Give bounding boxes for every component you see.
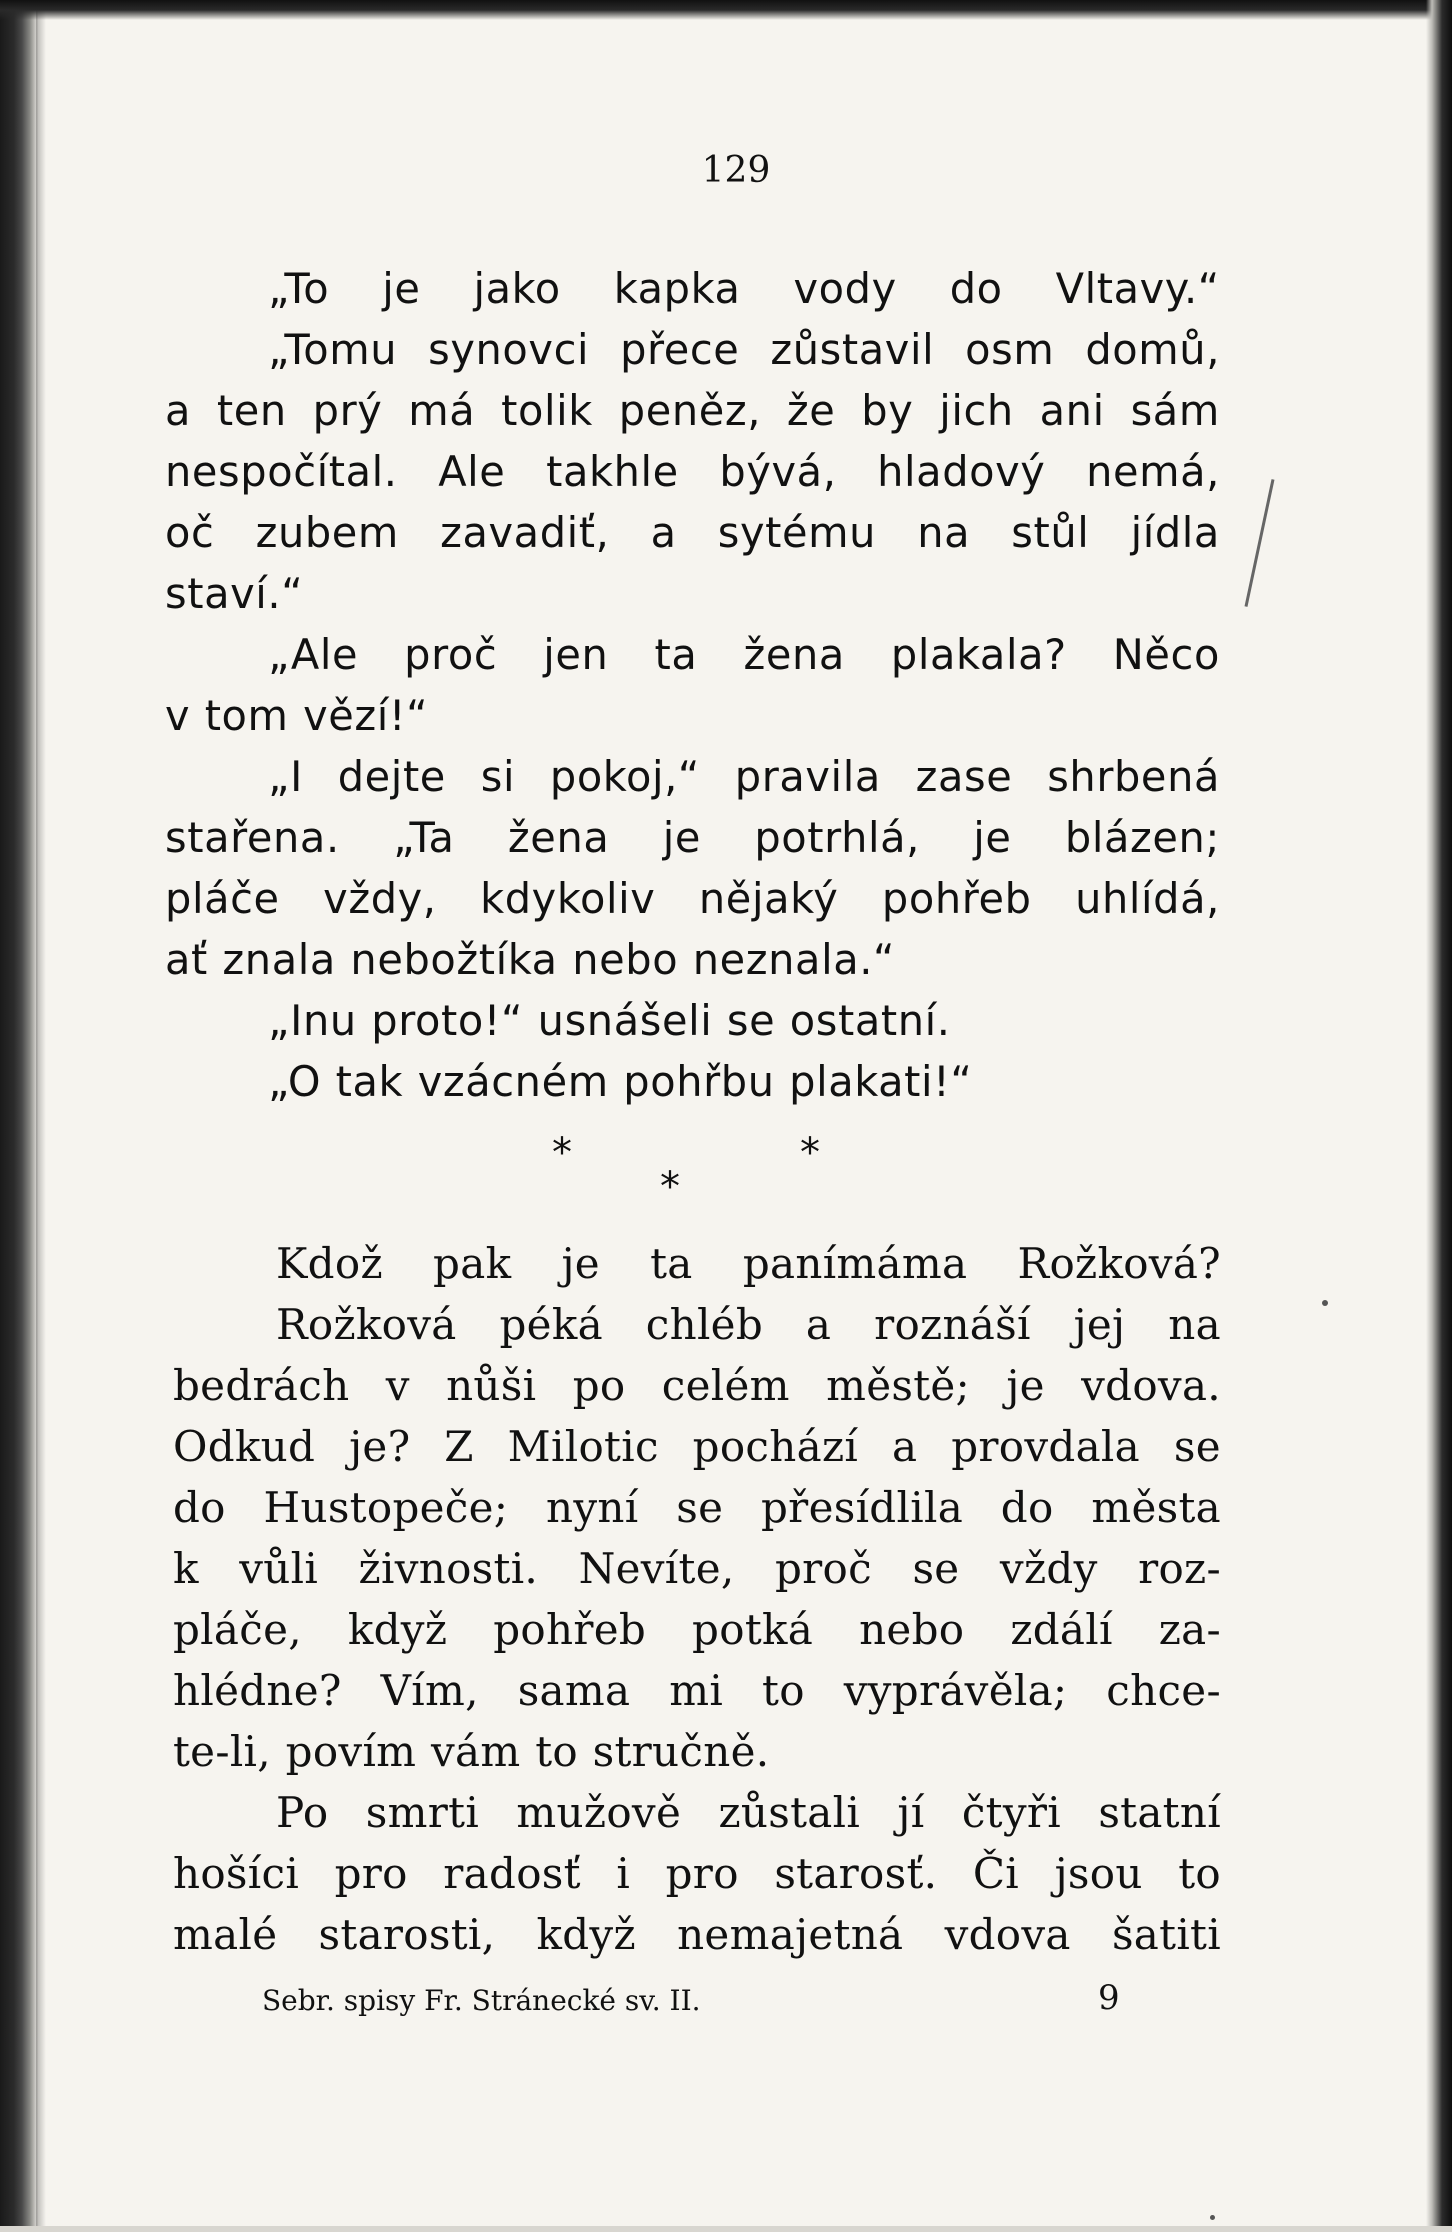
- word: plakati!“: [789, 1057, 973, 1106]
- separator-star: *: [660, 1164, 680, 1210]
- text-line: [173, 1904, 1221, 1965]
- word: pohřbu: [623, 1057, 775, 1106]
- word: „Inu: [268, 996, 357, 1045]
- word: vyprávěla;: [843, 1666, 1068, 1715]
- word: Vím,: [380, 1666, 479, 1715]
- scan-mark: [1245, 479, 1275, 607]
- word: nějaký: [698, 874, 839, 923]
- word: roznáší: [874, 1300, 1031, 1349]
- word: se: [726, 996, 776, 1045]
- word: pro: [665, 1849, 739, 1898]
- word: te-li,: [173, 1727, 271, 1776]
- word: potká: [692, 1605, 814, 1654]
- word: vždy,: [323, 874, 437, 923]
- text-line: [165, 1051, 1220, 1112]
- word: Po: [276, 1788, 329, 1837]
- word: usnášeli: [537, 996, 713, 1045]
- word: pravila: [734, 752, 881, 801]
- word: tak: [335, 1057, 404, 1106]
- word: nůši: [446, 1361, 537, 1410]
- word: Či: [972, 1849, 1020, 1898]
- word: kdykoliv: [480, 874, 656, 923]
- word: šatiti: [1111, 1910, 1221, 1959]
- word: kapka: [613, 264, 741, 313]
- word: stručně.: [592, 1727, 770, 1776]
- word: po: [572, 1361, 626, 1410]
- word: Rožková?: [1017, 1239, 1221, 1288]
- word: si: [480, 752, 516, 801]
- text-line: [165, 868, 1220, 929]
- word: nespočítal.: [165, 447, 398, 496]
- word: jí: [897, 1788, 925, 1837]
- text-line: [165, 563, 1220, 624]
- word: bedrách: [173, 1361, 350, 1410]
- word: Z: [444, 1422, 474, 1471]
- word: ani: [1039, 386, 1105, 435]
- word: „O: [268, 1057, 322, 1106]
- word: pláče: [165, 874, 280, 923]
- word: i: [616, 1849, 631, 1898]
- word: se: [1173, 1422, 1221, 1471]
- word: vdova: [944, 1910, 1071, 1959]
- word: ostatní.: [789, 996, 951, 1045]
- word: proto!“: [371, 996, 524, 1045]
- word: malé: [173, 1910, 278, 1959]
- text-line: [173, 1233, 1221, 1294]
- text-line: [173, 1355, 1221, 1416]
- word: nebo: [572, 935, 679, 984]
- word: čtyři: [961, 1788, 1061, 1837]
- word: bývá,: [719, 447, 837, 496]
- word: roz-: [1138, 1544, 1221, 1593]
- word: je: [662, 813, 701, 862]
- word: jídla: [1130, 508, 1220, 557]
- word: do: [949, 264, 1003, 313]
- word: zůstavil: [770, 325, 935, 374]
- text-block-dialogue: [165, 258, 1220, 1112]
- spine-gradient: [36, 0, 46, 2232]
- word: sám: [1130, 386, 1220, 435]
- bottom-scan-edge: [0, 2226, 1452, 2232]
- word: uhlídá,: [1075, 874, 1220, 923]
- word: Kdož: [276, 1239, 383, 1288]
- word: plakala?: [890, 630, 1067, 679]
- word: města: [1091, 1483, 1221, 1532]
- word: do: [173, 1483, 226, 1532]
- section-separator: [0, 1130, 1452, 1210]
- word: za-: [1158, 1605, 1221, 1654]
- word: vězí!“: [303, 691, 429, 740]
- word: „I: [268, 752, 303, 801]
- word: to: [1178, 1849, 1221, 1898]
- word: proč: [404, 630, 498, 679]
- word: zdálí: [1010, 1605, 1113, 1654]
- scan-dot: [1322, 1300, 1328, 1306]
- footer-title: Sebr. spisy Fr. Stránecké sv. II.: [262, 1984, 701, 2017]
- word: proč: [774, 1544, 872, 1593]
- word: na: [1168, 1300, 1221, 1349]
- word: neznala.“: [692, 935, 896, 984]
- word: Odkud: [173, 1422, 316, 1471]
- word: blázen;: [1064, 813, 1220, 862]
- word: v: [165, 691, 191, 740]
- word: je: [561, 1239, 600, 1288]
- word: pohřeb: [493, 1605, 647, 1654]
- word: jich: [939, 386, 1014, 435]
- word: by: [861, 386, 914, 435]
- word: mi: [669, 1666, 724, 1715]
- text-line: [165, 502, 1220, 563]
- word: nemajetná: [677, 1910, 904, 1959]
- word: starosť.: [774, 1849, 938, 1898]
- word: Nevíte,: [578, 1544, 735, 1593]
- text-line: [173, 1843, 1221, 1904]
- word: je: [382, 264, 421, 313]
- word: je: [1006, 1361, 1045, 1410]
- word: když: [536, 1910, 636, 1959]
- text-line: [165, 685, 1220, 746]
- word: zase: [915, 752, 1013, 801]
- text-line: [173, 1538, 1221, 1599]
- word: jako: [473, 264, 561, 313]
- word: přece: [620, 325, 740, 374]
- word: ten: [216, 386, 287, 435]
- text-line: [165, 258, 1220, 319]
- word: ta: [650, 1239, 693, 1288]
- word: pohřeb: [881, 874, 1032, 923]
- word: to: [535, 1727, 578, 1776]
- word: vždy: [999, 1544, 1098, 1593]
- text-line: [173, 1782, 1221, 1843]
- word: jen: [543, 630, 609, 679]
- word: shrbená: [1047, 752, 1220, 801]
- word: vdova.: [1081, 1361, 1221, 1410]
- word: nebožtíka: [350, 935, 558, 984]
- word: a: [650, 508, 677, 557]
- text-line: [173, 1599, 1221, 1660]
- word: nemá,: [1086, 447, 1220, 496]
- word: provdala: [951, 1422, 1141, 1471]
- word: chce-: [1106, 1666, 1221, 1715]
- book-spine-shadow: [0, 0, 38, 2232]
- word: statní: [1098, 1788, 1221, 1837]
- word: když: [347, 1605, 448, 1654]
- word: ta: [654, 630, 698, 679]
- word: znala: [222, 935, 336, 984]
- word: synovci: [428, 325, 590, 374]
- text-line: [173, 1294, 1221, 1355]
- word: chléb: [645, 1300, 764, 1349]
- word: nebo: [859, 1605, 965, 1654]
- word: městě;: [826, 1361, 971, 1410]
- text-line: [173, 1416, 1221, 1477]
- word: péká: [499, 1300, 603, 1349]
- separator-star: *: [552, 1130, 572, 1176]
- word: ať: [165, 935, 208, 984]
- word: zubem: [255, 508, 399, 557]
- word: se: [676, 1483, 724, 1532]
- word: a: [892, 1422, 918, 1471]
- word: na: [917, 508, 971, 557]
- separator-star: *: [800, 1130, 820, 1176]
- word: v: [385, 1361, 410, 1410]
- text-line: [165, 746, 1220, 807]
- word: že: [786, 386, 836, 435]
- word: hlédne?: [173, 1666, 342, 1715]
- word: „To: [268, 264, 330, 313]
- text-line: [173, 1721, 1221, 1782]
- word: žena: [507, 813, 610, 862]
- word: sama: [517, 1666, 631, 1715]
- word: vůli: [239, 1544, 319, 1593]
- word: dejte: [337, 752, 446, 801]
- word: celém: [661, 1361, 790, 1410]
- word: tolik: [501, 386, 593, 435]
- word: přesídlila: [761, 1483, 964, 1532]
- word: stůl: [1011, 508, 1090, 557]
- word: osm: [965, 325, 1055, 374]
- word: sytému: [717, 508, 877, 557]
- word: „Ta: [393, 813, 455, 862]
- word: Rožková: [276, 1300, 457, 1349]
- text-line: [173, 1660, 1221, 1721]
- word: takhle: [546, 447, 679, 496]
- word: je?: [349, 1422, 411, 1471]
- text-line: [165, 990, 1220, 1051]
- text-line: [173, 1477, 1221, 1538]
- word: do: [1000, 1483, 1054, 1532]
- word: jej: [1073, 1300, 1126, 1349]
- word: staví.“: [165, 569, 304, 618]
- word: živnosti.: [358, 1544, 539, 1593]
- word: je: [973, 813, 1012, 862]
- word: žena: [743, 630, 845, 679]
- text-line: [165, 624, 1220, 685]
- word: pochází: [692, 1422, 859, 1471]
- word: pak: [433, 1239, 512, 1288]
- word: starosti,: [318, 1910, 496, 1959]
- word: a: [165, 386, 192, 435]
- word: vám: [431, 1727, 521, 1776]
- word: Ale: [438, 447, 506, 496]
- word: nyní: [545, 1483, 639, 1532]
- word: to: [762, 1666, 805, 1715]
- word: má: [408, 386, 476, 435]
- word: vzácném: [417, 1057, 609, 1106]
- word: k: [173, 1544, 199, 1593]
- word: se: [912, 1544, 960, 1593]
- word: peněz,: [618, 386, 762, 435]
- word: vody: [793, 264, 897, 313]
- text-line: [165, 929, 1220, 990]
- scan-dot: [1210, 2215, 1215, 2220]
- word: zůstali: [718, 1788, 861, 1837]
- text-line: [165, 380, 1220, 441]
- word: hladový: [877, 447, 1046, 496]
- text-line: [165, 441, 1220, 502]
- word: pro: [334, 1849, 408, 1898]
- right-scan-edge: [1426, 0, 1452, 2232]
- word: hošíci: [173, 1849, 300, 1898]
- word: tom: [204, 691, 289, 740]
- word: zavadiť,: [440, 508, 610, 557]
- word: povím: [285, 1727, 417, 1776]
- word: mužově: [516, 1788, 682, 1837]
- word: prý: [312, 386, 383, 435]
- word: panímáma: [742, 1239, 968, 1288]
- page-number: 129: [701, 150, 771, 191]
- word: potrhlá,: [754, 813, 920, 862]
- text-block-narrative: [173, 1233, 1221, 1965]
- word: Něco: [1112, 630, 1220, 679]
- word: domů,: [1085, 325, 1220, 374]
- text-line: [165, 807, 1220, 868]
- word: oč: [165, 508, 215, 557]
- word: pláče,: [173, 1605, 302, 1654]
- footer-signature: 9: [1098, 1978, 1120, 2018]
- word: jsou: [1054, 1849, 1143, 1898]
- word: „Tomu: [268, 325, 398, 374]
- word: Hustopeče;: [263, 1483, 509, 1532]
- word: „Ale: [268, 630, 359, 679]
- word: a: [805, 1300, 832, 1349]
- word: pokoj,“: [549, 752, 700, 801]
- word: Milotic: [507, 1422, 659, 1471]
- word: stařena.: [165, 813, 340, 862]
- word: smrti: [365, 1788, 480, 1837]
- top-scan-edge: [0, 0, 1452, 20]
- word: Vltavy.“: [1055, 264, 1220, 313]
- word: radosť: [443, 1849, 581, 1898]
- text-line: [165, 319, 1220, 380]
